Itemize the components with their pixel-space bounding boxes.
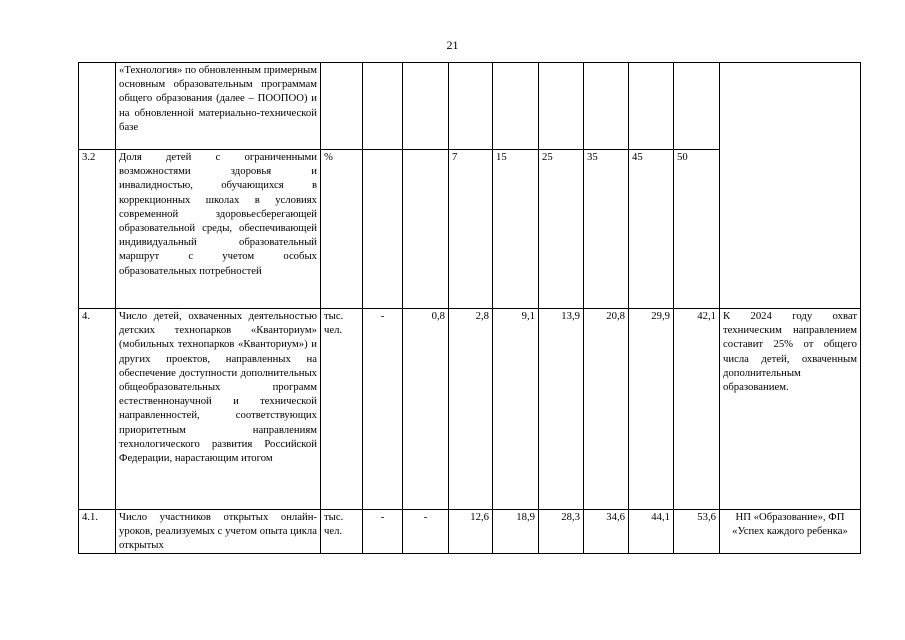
value-cell: - <box>403 510 449 554</box>
value-cell: 28,3 <box>539 510 584 554</box>
row-number <box>79 63 116 150</box>
value-cell: 35 <box>584 150 629 309</box>
indicator-text: Число детей, охваченных деятельностью детских технопарков «Кванториум» (мобильных технопарков «Кванториум») и других проектов, направленных на обеспечение доступности дополнительных общеобразовательных программ естественнонаучной и технической направленностей, соответствующих приоритетным направлениям технологического развития Российской Федерации, нарастающим итогом <box>116 309 321 510</box>
value-cell: 44,1 <box>629 510 674 554</box>
value-cell <box>629 63 674 150</box>
value-cell: 50 <box>674 150 720 309</box>
indicator-text: «Технология» по обновленным примерным основным образовательным программам общего образования (далее – ПООПОО) и на обновленной материально-технической базе <box>116 63 321 150</box>
value-cell: 0,8 <box>403 309 449 510</box>
value-cell <box>363 150 403 309</box>
value-cell: 7 <box>449 150 493 309</box>
value-cell <box>403 150 449 309</box>
value-cell: 34,6 <box>584 510 629 554</box>
value-cell: 53,6 <box>674 510 720 554</box>
indicators-table <box>78 62 861 554</box>
value-cell: 13,9 <box>539 309 584 510</box>
table-row <box>79 63 861 150</box>
unit-cell: % <box>321 150 363 309</box>
note-cell: К 2024 году охват техническим направлением составит 25% от общего числа детей, охваченным дополнительным образованием. <box>720 309 861 510</box>
row-number: 4.1. <box>79 510 116 554</box>
value-cell: 45 <box>629 150 674 309</box>
unit-cell: тыс. чел. <box>321 510 363 554</box>
table-row <box>79 309 861 510</box>
value-cell <box>584 63 629 150</box>
note-cell <box>720 63 861 309</box>
value-cell <box>363 63 403 150</box>
value-cell <box>539 63 584 150</box>
value-cell: 42,1 <box>674 309 720 510</box>
value-cell: 29,9 <box>629 309 674 510</box>
value-cell: - <box>363 309 403 510</box>
value-cell: - <box>363 510 403 554</box>
unit-cell: тыс. чел. <box>321 309 363 510</box>
value-cell <box>493 63 539 150</box>
value-cell: 18,9 <box>493 510 539 554</box>
unit-cell <box>321 63 363 150</box>
value-cell: 25 <box>539 150 584 309</box>
indicator-text: Число участников открытых онлайн-уроков, реализуемых с учетом опыта цикла открытых <box>116 510 321 554</box>
value-cell: 20,8 <box>584 309 629 510</box>
note-cell: НП «Образование», ФП «Успех каждого ребенка» <box>720 510 861 554</box>
value-cell <box>449 63 493 150</box>
table-row <box>79 510 861 554</box>
value-cell: 12,6 <box>449 510 493 554</box>
row-number: 4. <box>79 309 116 510</box>
value-cell <box>674 63 720 150</box>
page-number: 21 <box>446 38 459 52</box>
value-cell: 2,8 <box>449 309 493 510</box>
indicator-text: Доля детей с ограниченными возможностями здоровья и инвалидностью, обучающихся в коррекционных школах в условиях современной здоровьесберегающей образовательной среды, обеспечивающей индивидуальный образовательный маршрут с учетом особых образовательных потребностей <box>116 150 321 309</box>
value-cell <box>403 63 449 150</box>
row-number: 3.2 <box>79 150 116 309</box>
value-cell: 15 <box>493 150 539 309</box>
value-cell: 9,1 <box>493 309 539 510</box>
